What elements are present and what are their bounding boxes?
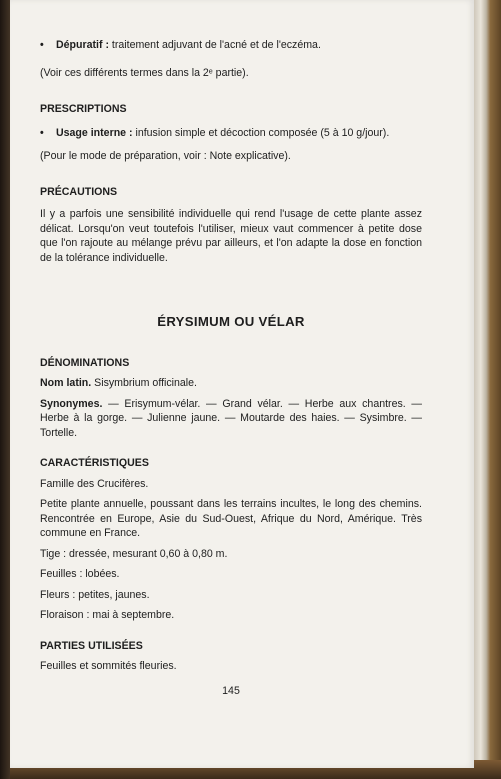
synonyms-label: Synonymes.: [40, 397, 103, 410]
block1-note: (Voir ces différents termes dans la 2ᵉ partie).: [40, 66, 249, 79]
section-title: ÉRYSIMUM OU VÉLAR: [157, 314, 305, 329]
page-number: 145: [222, 684, 240, 697]
usage-interne-label: Usage interne :: [56, 126, 133, 139]
book-page: [10, 0, 474, 768]
usage-interne-text: infusion simple et décoction composée (5 à 10 g/jour).: [132, 126, 390, 139]
fleurs-text: Fleurs : petites, jaunes.: [40, 588, 150, 601]
description-text: Petite plante annuelle, poussant dans les terrains incultes, le long des chemins. Rencontrée en Europe, Asie du Sud-Ouest, Afrique du Nord, Amérique. Très commune en France.: [40, 498, 422, 539]
synonyms: [40, 397, 422, 441]
depuratif-text: traitement adjuvant de l'acné et de l'eczéma.: [108, 39, 321, 51]
latin-name: [40, 376, 422, 391]
latin-label: Nom latin.: [40, 377, 92, 389]
parties-text: Feuilles et sommités fleuries.: [40, 660, 177, 672]
page-content: [40, 30, 422, 698]
precautions-text: Il y a parfois une sensibilité individuelle qui rend l'usage de cette plante assez délicat. Lorsqu'on veut toutefois l'utiliser, mieux vaut commencer à petite dose que l'on rajoute au mélange prévu par ailleurs, et l'on adapte la dose en fonction de la tolérance individuelle.: [40, 208, 422, 264]
bullet-icon: •: [40, 126, 44, 139]
depuratif-label: Dépuratif :: [56, 39, 109, 51]
caracteristiques-heading: CARACTÉRISTIQUES: [40, 457, 149, 469]
precautions-heading: PRÉCAUTIONS: [40, 185, 118, 198]
depuratif-item: [40, 38, 422, 53]
usage-interne-item: [40, 126, 422, 141]
latin-text: Sisymbrium officinale.: [91, 377, 197, 389]
feuilles-text: Feuilles : lobées.: [40, 568, 120, 580]
parties-heading: PARTIES UTILISÉES: [40, 639, 143, 652]
bullet-icon: •: [40, 39, 44, 51]
tige-text: Tige : dressée, mesurant 0,60 à 0,80 m.: [40, 547, 228, 560]
denominations-heading: DÉNOMINATIONS: [40, 356, 130, 369]
prescriptions-heading: PRESCRIPTIONS: [40, 103, 127, 115]
synonyms-text: — Erisymum-vélar. — Grand vélar. — Herbe aux chantres. — Herbe à la gorge. — Julienne jaune. — Moutarde des haies. — Sysimbre. — Tortelle.: [40, 397, 422, 439]
page-stack-edge: [474, 0, 501, 779]
prescriptions-note: (Pour le mode de préparation, voir : Note explicative).: [40, 150, 291, 162]
famille-text: Famille des Crucifères.: [40, 477, 149, 490]
floraison-text: Floraison : mai à septembre.: [40, 609, 175, 621]
